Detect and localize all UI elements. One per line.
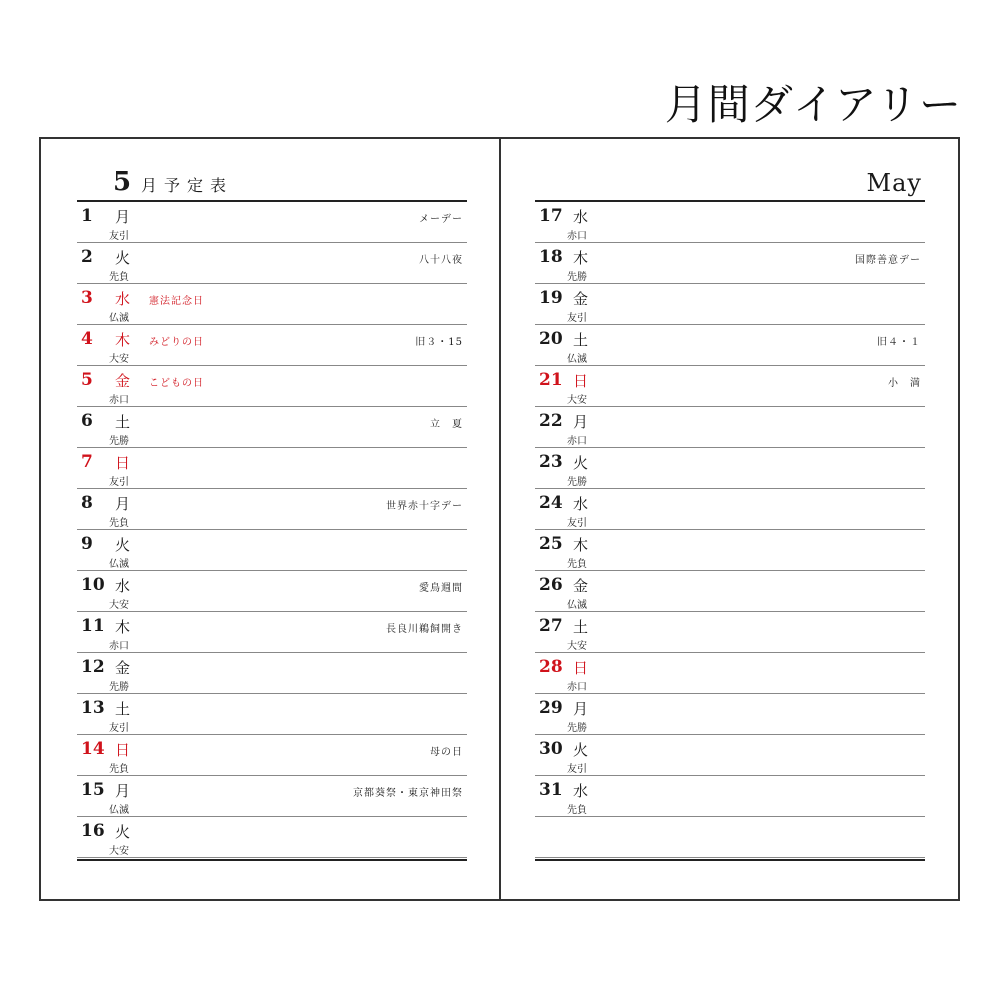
rokuyo-label: 友引 <box>109 723 129 734</box>
event-label: 世界赤十字デー <box>386 501 463 512</box>
day-row[interactable] <box>77 694 467 735</box>
day-of-week: 水 <box>573 495 589 513</box>
rokuyo-label: 先勝 <box>109 436 129 447</box>
day-row[interactable] <box>77 202 467 243</box>
day-row[interactable] <box>535 653 925 694</box>
day-of-week: 金 <box>573 577 589 595</box>
rokuyo-label: 大安 <box>567 395 587 406</box>
event-label: 旧３・15 <box>415 337 463 348</box>
day-of-week: 金 <box>115 372 131 390</box>
day-number: 10 <box>81 575 105 595</box>
day-of-week: 月 <box>115 782 131 800</box>
day-row[interactable] <box>535 612 925 653</box>
day-number: 28 <box>539 657 563 677</box>
rokuyo-label: 先勝 <box>109 682 129 693</box>
event-label: 母の日 <box>430 747 463 758</box>
day-row[interactable] <box>77 612 467 653</box>
rokuyo-label: 先負 <box>567 559 587 570</box>
rokuyo-label: 先勝 <box>567 477 587 488</box>
day-row[interactable] <box>535 325 925 366</box>
bottom-rule <box>77 859 467 861</box>
rokuyo-label: 赤口 <box>109 641 129 652</box>
day-of-week: 火 <box>573 454 589 472</box>
day-row[interactable] <box>535 366 925 407</box>
holiday-label: こどもの日 <box>149 378 204 389</box>
holiday-label: みどりの日 <box>149 337 204 348</box>
page-title: 月間ダイアリー <box>664 80 962 129</box>
rokuyo-label: 大安 <box>109 600 129 611</box>
event-label: メーデー <box>419 214 463 225</box>
day-number: 8 <box>81 493 93 513</box>
rokuyo-label: 大安 <box>567 641 587 652</box>
event-label: 小 満 <box>888 378 921 389</box>
day-row[interactable] <box>535 448 925 489</box>
day-of-week: 火 <box>115 536 131 554</box>
day-of-week: 火 <box>115 823 131 841</box>
day-row[interactable] <box>535 735 925 776</box>
rokuyo-label: 先勝 <box>567 272 587 283</box>
day-of-week: 木 <box>115 331 131 349</box>
day-number: 20 <box>539 329 563 349</box>
day-number: 1 <box>81 206 93 226</box>
day-number: 16 <box>81 821 105 841</box>
day-of-week: 土 <box>115 700 131 718</box>
day-row[interactable] <box>77 325 467 366</box>
event-label: 京都葵祭・東京神田祭 <box>353 788 463 799</box>
day-of-week: 月 <box>573 700 589 718</box>
day-row[interactable] <box>77 243 467 284</box>
day-of-week: 木 <box>573 249 589 267</box>
day-row[interactable] <box>77 735 467 776</box>
holiday-label: 憲法記念日 <box>149 296 204 307</box>
day-row[interactable] <box>535 243 925 284</box>
rokuyo-label: 赤口 <box>109 395 129 406</box>
rokuyo-label: 赤口 <box>567 436 587 447</box>
month-number: 5 <box>113 167 132 197</box>
rokuyo-label: 先負 <box>109 518 129 529</box>
day-number: 26 <box>539 575 563 595</box>
rokuyo-label: 先負 <box>567 805 587 816</box>
day-row[interactable] <box>77 448 467 489</box>
day-of-week: 日 <box>573 372 589 390</box>
event-label: 国際善意デー <box>855 255 921 266</box>
rokuyo-label: 先勝 <box>567 723 587 734</box>
day-row[interactable] <box>77 366 467 407</box>
day-number: 6 <box>81 411 93 431</box>
day-row[interactable] <box>77 571 467 612</box>
day-row[interactable] <box>77 530 467 571</box>
rokuyo-label: 友引 <box>567 313 587 324</box>
day-number: 4 <box>81 329 93 349</box>
day-number: 17 <box>539 206 563 226</box>
rokuyo-label: 大安 <box>109 354 129 365</box>
bottom-rule <box>535 859 925 861</box>
day-number: 3 <box>81 288 93 308</box>
day-row[interactable] <box>77 489 467 530</box>
event-label: 旧４・１ <box>877 337 921 348</box>
rokuyo-label: 友引 <box>109 231 129 242</box>
diary-spread <box>39 137 960 901</box>
day-of-week: 金 <box>573 290 589 308</box>
day-number: 14 <box>81 739 105 759</box>
day-number: 21 <box>539 370 563 390</box>
day-number: 2 <box>81 247 93 267</box>
day-of-week: 火 <box>573 741 589 759</box>
rokuyo-label: 大安 <box>109 846 129 857</box>
day-of-week: 火 <box>115 249 131 267</box>
day-of-week: 木 <box>115 618 131 636</box>
day-row[interactable] <box>535 530 925 571</box>
event-label: 立 夏 <box>430 419 463 430</box>
day-row[interactable] <box>77 284 467 325</box>
day-row[interactable] <box>535 284 925 325</box>
rokuyo-label: 仏滅 <box>109 313 129 324</box>
day-number: 22 <box>539 411 563 431</box>
day-row[interactable] <box>535 694 925 735</box>
day-row[interactable] <box>535 776 925 817</box>
day-row[interactable] <box>535 571 925 612</box>
event-label: 愛鳥週間 <box>419 583 463 594</box>
day-of-week: 日 <box>115 454 131 472</box>
day-row[interactable] <box>535 407 925 448</box>
day-row[interactable] <box>77 817 467 858</box>
day-number: 23 <box>539 452 563 472</box>
rokuyo-label: 友引 <box>109 477 129 488</box>
day-row[interactable] <box>77 407 467 448</box>
day-number: 24 <box>539 493 563 513</box>
day-row[interactable] <box>77 653 467 694</box>
day-number: 31 <box>539 780 563 800</box>
rokuyo-label: 友引 <box>567 518 587 529</box>
right-page <box>535 139 925 899</box>
day-number: 12 <box>81 657 105 677</box>
day-number: 25 <box>539 534 563 554</box>
right-day-list <box>535 202 925 858</box>
rokuyo-label: 仏滅 <box>109 805 129 816</box>
day-number: 18 <box>539 247 563 267</box>
rokuyo-label: 仏滅 <box>567 354 587 365</box>
day-of-week: 日 <box>115 741 131 759</box>
day-row[interactable] <box>535 489 925 530</box>
left-page <box>77 139 467 899</box>
day-of-week: 日 <box>573 659 589 677</box>
day-of-week: 月 <box>115 495 131 513</box>
day-of-week: 土 <box>573 331 589 349</box>
day-of-week: 土 <box>573 618 589 636</box>
day-number: 29 <box>539 698 563 718</box>
rokuyo-label: 赤口 <box>567 231 587 242</box>
day-of-week: 水 <box>573 782 589 800</box>
day-row[interactable] <box>535 202 925 243</box>
day-number: 27 <box>539 616 563 636</box>
spread-divider <box>499 139 501 899</box>
day-number: 11 <box>81 616 105 636</box>
day-of-week: 月 <box>115 208 131 226</box>
day-of-week: 月 <box>573 413 589 431</box>
month-label: 月予定表 <box>141 176 234 195</box>
day-of-week: 金 <box>115 659 131 677</box>
day-number: 9 <box>81 534 93 554</box>
day-of-week: 水 <box>115 577 131 595</box>
rokuyo-label: 仏滅 <box>109 559 129 570</box>
rokuyo-label: 仏滅 <box>567 600 587 611</box>
rokuyo-label: 友引 <box>567 764 587 775</box>
event-label: 八十八夜 <box>419 255 463 266</box>
rokuyo-label: 先負 <box>109 764 129 775</box>
day-number: 15 <box>81 780 105 800</box>
day-of-week: 水 <box>573 208 589 226</box>
day-of-week: 水 <box>115 290 131 308</box>
day-number: 19 <box>539 288 563 308</box>
day-of-week: 土 <box>115 413 131 431</box>
rokuyo-label: 先負 <box>109 272 129 283</box>
day-row[interactable] <box>535 817 925 858</box>
day-number: 7 <box>81 452 93 472</box>
day-row[interactable] <box>77 776 467 817</box>
day-number: 5 <box>81 370 93 390</box>
day-number: 13 <box>81 698 105 718</box>
rokuyo-label: 赤口 <box>567 682 587 693</box>
day-of-week: 木 <box>573 536 589 554</box>
left-day-list <box>77 202 467 858</box>
month-en-label: May <box>866 169 922 197</box>
day-number: 30 <box>539 739 563 759</box>
event-label: 長良川鵜飼開き <box>386 624 463 635</box>
